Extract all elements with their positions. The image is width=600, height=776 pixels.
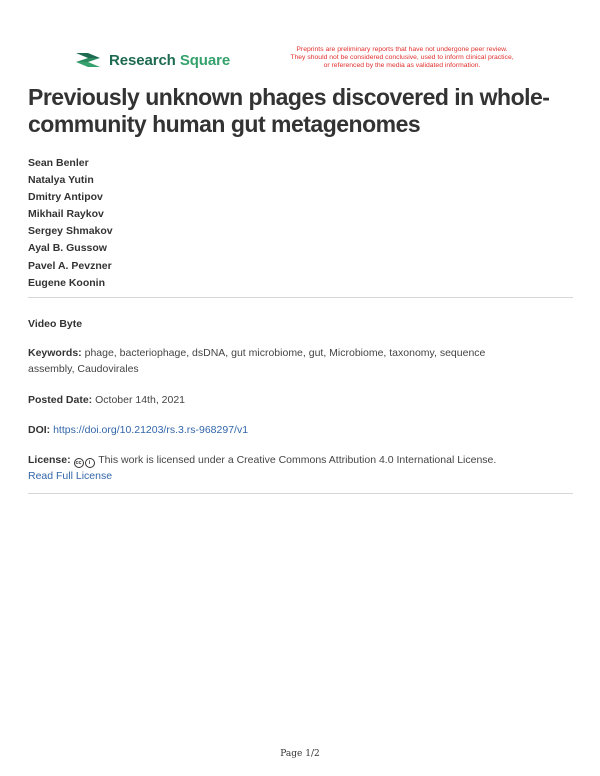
notice-line: Preprints are preliminary reports that have not undergone peer review. — [296, 46, 508, 53]
notice-line: or referenced by the media as validated information. — [323, 62, 481, 70]
author-name: Mikhail Raykov — [28, 208, 104, 221]
license — [28, 452, 568, 484]
divider — [28, 493, 573, 494]
doi-label: DOI: — [28, 424, 51, 436]
posted-date — [28, 392, 568, 408]
article-type: Video Byte — [28, 318, 83, 330]
logo-wordmark: Research Square — [109, 51, 231, 69]
notice-line: They should not be considered conclusive, used to inform clinical practice, — [290, 54, 514, 62]
posted-date-label: Posted Date: — [28, 394, 93, 406]
title-line: community human gut metagenomes — [28, 111, 421, 137]
cc-icon: cc — [75, 460, 82, 466]
author-name: Sergey Shmakov — [28, 225, 113, 238]
author-name: Natalya Yutin — [28, 174, 94, 187]
author-name: Pavel A. Pevzner — [28, 259, 112, 272]
license-text: This work is licensed under a Creative Commons Attribution 4.0 International License. — [98, 454, 497, 466]
posted-date-value: October 14th, 2021 — [95, 394, 186, 406]
paper-title — [28, 84, 573, 138]
author-list — [28, 155, 113, 292]
divider — [28, 297, 573, 298]
read-full-license-link[interactable]: Read Full License — [28, 470, 113, 482]
preprint-notice — [262, 46, 542, 71]
by-icon: i — [85, 458, 95, 468]
keywords-line2: assembly, Caudovirales — [28, 363, 139, 375]
keywords-line1: phage, bacteriophage, dsDNA, gut microbiome, gut, Microbiome, taxonomy, sequence — [84, 347, 486, 359]
license-label: License: — [28, 454, 71, 466]
author-name: Eugene Koonin — [28, 276, 105, 289]
title-line: Previously unknown phages discovered in whole- — [28, 84, 550, 110]
doi-link[interactable]: https://doi.org/10.21203/rs.3.rs-968297/v1 — [53, 424, 249, 436]
keywords-label: Keywords: — [28, 347, 82, 359]
research-square-logo[interactable] — [74, 46, 230, 74]
author-name: Sean Benler — [28, 157, 89, 169]
research-square-logo-icon — [74, 50, 102, 70]
doi — [28, 422, 568, 438]
author-name: Ayal B. Gussow — [28, 242, 107, 255]
author-name: Dmitry Antipov — [28, 191, 103, 204]
page-number: Page 1/2 — [280, 749, 320, 759]
keywords — [28, 345, 568, 377]
